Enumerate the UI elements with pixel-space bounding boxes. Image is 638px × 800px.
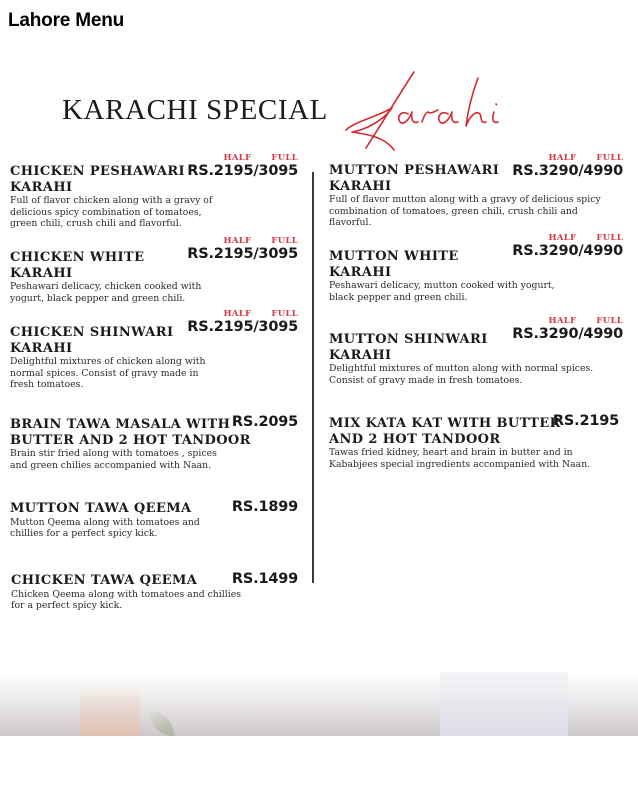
item-price: RS.3290/4990 — [512, 163, 623, 179]
item-description: Peshawari delicacy, mutton cooked with yogurt, black pepper and green chili. — [329, 280, 555, 303]
half-label: HALF — [223, 153, 252, 163]
item-description: Brain stir fried along with tomatoes , spices and green chilies accompanied with Naan. — [10, 448, 217, 471]
item-price: RS.2095 — [231, 414, 298, 430]
item-price: RS.2195/3095 — [187, 246, 298, 262]
price-chicken-peshawari — [186, 153, 298, 179]
half-label: HALF — [548, 316, 577, 326]
water-glass-image — [440, 672, 568, 736]
price-brain-tawa-masala — [186, 414, 298, 430]
full-label: FULL — [271, 309, 298, 319]
drink-glass-image — [80, 682, 140, 736]
half-label: HALF — [548, 233, 577, 243]
item-name: CHICKEN SHINWARI KARAHI — [10, 325, 174, 356]
item-price: RS.3290/4990 — [512, 243, 623, 259]
price-chicken-shinwari — [186, 309, 298, 335]
full-label: FULL — [271, 153, 298, 163]
item-name: MIX KATA KAT WITH BUTTER AND 2 HOT TANDOOR — [329, 416, 561, 447]
item-description: Tawas fried kidney, heart and brain in butter and in Kababjees special ingredients accompanied with Naan. — [329, 447, 591, 470]
full-label: FULL — [271, 236, 298, 246]
column-divider — [312, 172, 314, 583]
item-description: Delightful mixtures of mutton along with normal spices. Consist of gravy made in fresh tomatoes. — [329, 363, 594, 386]
item-description: Mutton Qeema along with tomatoes and chillies for a perfect spicy kick. — [10, 516, 200, 539]
page-title: Lahore Menu — [8, 10, 125, 31]
item-description: Peshawari delicacy, chicken cooked with yogurt, black pepper and green chili. — [10, 281, 202, 304]
item-name: MUTTON WHITE KARAHI — [329, 249, 459, 280]
karahi-script-logo — [344, 70, 544, 152]
item-price: RS.2195/3095 — [187, 319, 298, 335]
item-name: MUTTON SHINWARI KARAHI — [329, 332, 488, 363]
item-description: Full of flavor mutton along with a gravy of delicious spicy combination of tomatoes, green chili, crush chili and flavorful. — [329, 194, 601, 228]
item-price: RS.2195/3095 — [187, 163, 298, 179]
price-mutton-peshawari — [506, 153, 623, 179]
item-price: RS.1499 — [231, 571, 298, 587]
half-label: HALF — [548, 153, 577, 163]
item-price: RS.1899 — [231, 499, 298, 515]
item-name: CHICKEN WHITE KARAHI — [10, 250, 145, 281]
price-mix-kata-kat — [506, 413, 619, 429]
item-description: Full of flavor chicken along with a gravy of delicious spicy combination of tomatoes, green chili, crush chili and flavorful. — [10, 195, 213, 229]
item-name: BRAIN TAWA MASALA WITH BUTTER AND 2 HOT TANDOOR — [10, 417, 251, 448]
item-description: Chicken Qeema along with tomatoes and chillies for a perfect spicy kick. — [11, 588, 241, 611]
price-chicken-tawa-qeema — [186, 571, 298, 587]
price-mutton-white — [506, 233, 623, 259]
item-description: Delightful mixtures of chicken along with normal spices. Consist of gravy made in fresh tomatoes. — [10, 356, 206, 390]
price-mutton-shinwari — [506, 316, 623, 342]
price-chicken-white — [186, 236, 298, 262]
item-name: MUTTON TAWA QEEMA — [10, 501, 192, 516]
price-mutton-tawa-qeema — [186, 499, 298, 515]
item-name: MUTTON PESHAWARI KARAHI — [329, 163, 500, 194]
menu-heading: KARACHI SPECIAL — [62, 94, 328, 126]
item-price: RS.3290/4990 — [512, 326, 623, 342]
item-price: RS.2195 — [552, 413, 619, 429]
half-label: HALF — [223, 309, 252, 319]
item-name: CHICKEN TAWA QEEMA — [11, 573, 198, 588]
footer-food-photo-band — [0, 672, 638, 736]
garnish-leaf-image — [148, 710, 174, 736]
full-label: FULL — [596, 233, 623, 243]
half-label: HALF — [223, 236, 252, 246]
full-label: FULL — [596, 153, 623, 163]
full-label: FULL — [596, 316, 623, 326]
item-name: CHICKEN PESHAWARI KARAHI — [10, 164, 186, 195]
